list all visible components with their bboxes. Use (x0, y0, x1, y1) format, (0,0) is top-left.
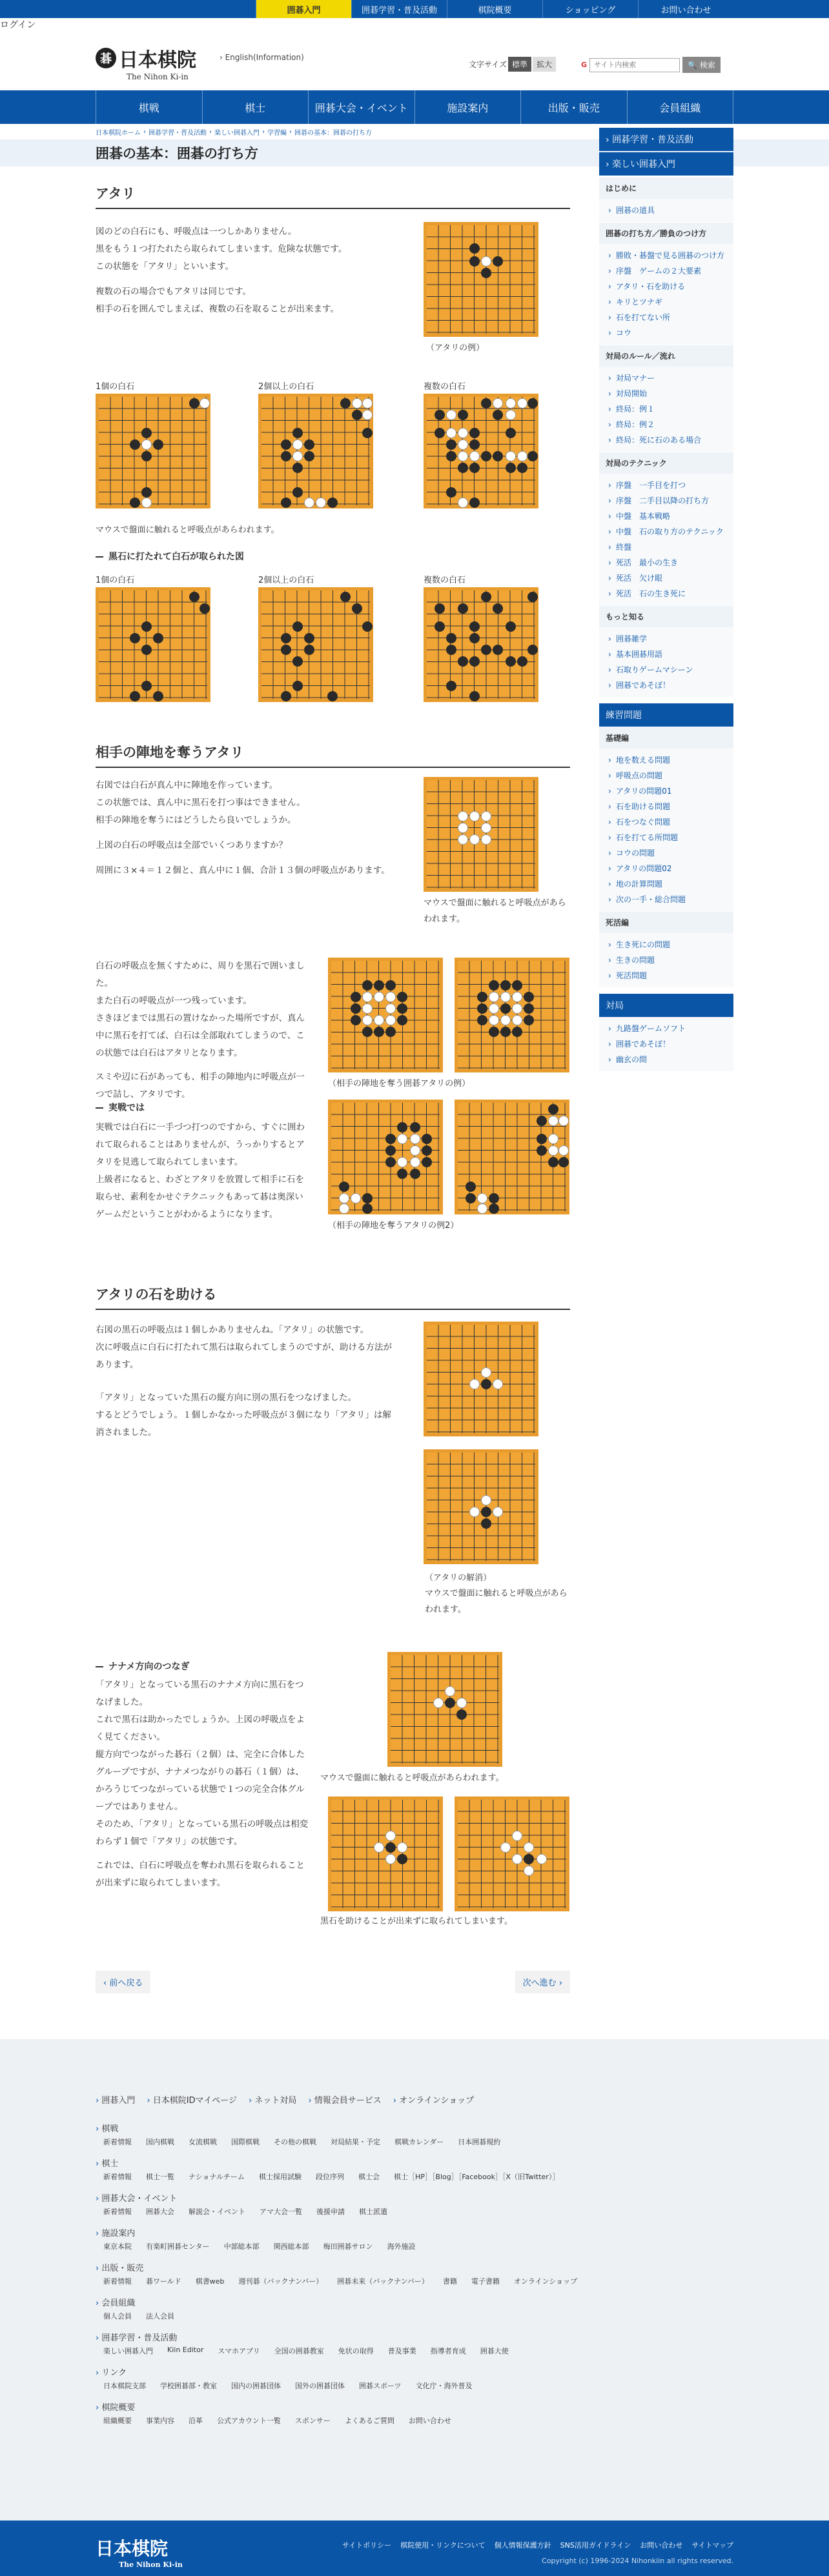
go-board-territory-ex1b[interactable] (455, 958, 569, 1072)
sidebar-link[interactable]: › 石を打てる所問題 (599, 830, 733, 845)
footer-section (96, 2296, 728, 2321)
territory-text: 上級者になると、わざとアタリを放置して相手に石を取らせ、素利をかせぐテクニックもあって碁は奥深いゲームだということがわかるようになります。 (96, 1174, 305, 1220)
footer-link[interactable]: 個人会員 (103, 2312, 132, 2320)
sidebar-link[interactable]: › 囲碁の道具 (599, 203, 733, 218)
footer-section-heading[interactable]: › 施設案内 (96, 2226, 728, 2239)
breadcrumb-sep: › (262, 128, 265, 136)
sidebar-link[interactable]: › 対局開始 (599, 386, 733, 401)
footer-link[interactable]: 梅田囲碁サロン (323, 2242, 373, 2251)
footer-link[interactable]: 後援申請 (316, 2208, 345, 2216)
caption: 複数の白石 (424, 382, 466, 392)
territory-text: 相手の陣地を奪うにはどうしたら良いでしょうか。 (96, 815, 296, 825)
footer-link[interactable]: 有楽町囲碁センター (146, 2242, 210, 2251)
sidebar-top-intro[interactable]: › 楽しい囲碁入門 (599, 152, 733, 176)
footer-bottom-link[interactable]: 個人情報保護方針 (494, 2541, 551, 2550)
logo-mark-icon: 碁 (96, 48, 116, 68)
footer-link[interactable]: 組織概要 (103, 2417, 132, 2425)
sidebar-section: 対局のテクニック (599, 452, 733, 474)
footer-link[interactable]: 囲碁大使 (480, 2347, 509, 2355)
breadcrumb-study[interactable]: 学習編 (267, 129, 287, 137)
sidebar-link[interactable]: › 囲碁であそぼ！ (599, 1036, 733, 1052)
google-icon: G (581, 61, 588, 69)
footer-section-heading[interactable]: › 会員組織 (96, 2296, 728, 2308)
footer-section (96, 2400, 728, 2426)
footer-bottom-link[interactable]: SNS活用ガイドライン (560, 2541, 631, 2550)
footer-section (96, 2191, 728, 2217)
footer-link[interactable]: 国際棋戦 (231, 2138, 260, 2146)
footer-link[interactable]: 事業内容 (146, 2417, 174, 2425)
sidebar-section: 基礎編 (599, 727, 733, 749)
help-text: するとどうでしょう。１個しかなかった呼吸点が３個になり「アタリ」は解消されました。 (96, 1410, 392, 1438)
footer-link[interactable]: 対局結果・予定 (331, 2138, 380, 2146)
pager (96, 1971, 570, 1994)
subheading: 実戦では (96, 1101, 145, 1114)
go-board-diagonal[interactable] (387, 1652, 502, 1767)
footer-section (96, 2122, 728, 2147)
subheading: ナナメ方向のつなぎ (96, 1660, 189, 1673)
footer-link[interactable]: 解説会・イベント (189, 2208, 245, 2216)
topbar-about[interactable]: 棋院概要 (447, 0, 542, 18)
sidebar-link[interactable]: › 生き死にの問題 (599, 937, 733, 952)
hover-note: マウスで盤面に触れると呼吸点があらわれます。 (96, 525, 280, 535)
search-input[interactable] (589, 58, 680, 72)
footer-section (96, 2261, 728, 2286)
footer-top-link[interactable]: › 日本棋院IDマイページ (147, 2093, 237, 2106)
go-board-atari-example[interactable] (424, 222, 538, 337)
footer-link[interactable]: 東京本院 (103, 2242, 132, 2251)
sidebar-link[interactable]: › 終盤 (599, 539, 733, 555)
footer-link[interactable]: 文化庁・海外普及 (415, 2382, 473, 2390)
gnav-facilities[interactable]: 施設案内 (414, 90, 521, 124)
footer-link[interactable]: 新着情報 (103, 2173, 132, 2181)
atari-text: 相手の石を囲んでしまえば、複数の石を取ることが出来ます。 (96, 304, 339, 314)
go-board-captured-multi[interactable] (424, 587, 538, 702)
footer-link[interactable]: 新着情報 (103, 2277, 132, 2286)
atari-text: この状態を「アタリ」といいます。 (96, 261, 234, 272)
footer-section-heading[interactable]: › 棋院概要 (96, 2400, 728, 2413)
footer-bottom-link[interactable]: 棋院使用・リンクについて (400, 2541, 486, 2550)
sidebar-link[interactable]: › 勝敗・碁盤で見る囲碁のつけ方 (599, 248, 733, 263)
section-heading-help: アタリの石を助ける (96, 1284, 570, 1310)
go-board-help-solved[interactable] (424, 1449, 538, 1564)
breadcrumb-learning[interactable]: 囲碁学習・普及活動 (148, 129, 207, 137)
sidebar-link[interactable]: › 序盤 一手目を打つ (599, 478, 733, 493)
logo-subtext: The Nihon Ki-in (127, 72, 189, 81)
help-text: 右図の黒石の呼吸点は１個しかありませんね。「アタリ」の状態です。 (96, 1325, 369, 1335)
sidebar-link[interactable]: › 地の計算問題 (599, 876, 733, 892)
go-board-single[interactable] (96, 394, 210, 508)
footer-section (96, 2331, 728, 2356)
logo-text: 日本棋院 (119, 49, 196, 72)
sidebar-link[interactable]: › 序盤 ゲームの２大要素 (599, 263, 733, 279)
sidebar-practice-header[interactable]: 練習問題 (599, 703, 733, 727)
footer-link[interactable]: 海外施設 (387, 2242, 416, 2251)
footer-link[interactable]: 普及事業 (387, 2347, 416, 2355)
footer-link[interactable]: 棋書web (195, 2277, 225, 2286)
footer-section-heading[interactable]: › 囲碁学習・普及活動 (96, 2331, 728, 2343)
sidebar-link[interactable]: › 中盤 基本戦略 (599, 508, 733, 524)
footer-top-link[interactable]: › オンラインショップ (393, 2093, 474, 2106)
caption: 1個の白石 (96, 576, 135, 585)
go-board-territory-ex2b[interactable] (455, 1100, 569, 1214)
caption: 複数の白石 (424, 576, 466, 585)
caption: 2個以上の白石 (258, 576, 314, 585)
topbar-intro[interactable]: 囲碁入門 (256, 0, 351, 18)
atari-text: 図のどの白石にも、呼吸点は一つしかありません。 (96, 226, 297, 237)
territory-text: 右図では白石が真ん中に陣地を作っています。 (96, 780, 278, 790)
english-link[interactable]: › English(Information) (220, 53, 304, 62)
prev-button[interactable]: ‹ 前へ戻る (96, 1971, 150, 1993)
hover-note: マウスで盤面に触れると呼吸点があらわれます。 (425, 1589, 568, 1615)
sidebar-link[interactable]: › 次の一手・総合問題 (599, 892, 733, 907)
footer-link[interactable]: 棋士［HP］［Blog］［Facebook］［X（旧Twitter）］ (394, 2173, 560, 2181)
footer-link[interactable]: 学校囲碁部・教室 (160, 2382, 217, 2390)
footer-link[interactable]: 囲碁大会 (146, 2208, 174, 2216)
go-board-two[interactable] (258, 394, 373, 508)
footer-link[interactable]: 新着情報 (103, 2138, 132, 2146)
sidebar-link[interactable]: › 対局マナー (599, 370, 733, 386)
footer-link[interactable]: その他の棋戦 (274, 2138, 316, 2146)
sidebar-link[interactable]: › 序盤 二手目以降の打ち方 (599, 493, 733, 508)
hover-note: マウスで盤面に触れると呼吸点があらわれます。 (424, 898, 566, 924)
footer-bottom (0, 2521, 829, 2576)
footer-link[interactable]: 新着情報 (103, 2208, 132, 2216)
breadcrumb-sep: › (289, 128, 292, 136)
sidebar-link[interactable]: › 基本囲碁用語 (599, 647, 733, 662)
footer (0, 2039, 829, 2521)
footer-section-heading[interactable]: › 棋戦 (96, 2122, 728, 2134)
caption: （アタリの解消） (425, 1573, 492, 1583)
global-nav (0, 90, 829, 124)
go-board-help-atari[interactable] (424, 1322, 538, 1436)
help-text: これでは、白石に呼吸点を奪われ黒石を取られることが出来ずに取られてしまいます。 (96, 1860, 305, 1888)
footer-link[interactable]: 指導者育成 (430, 2347, 466, 2355)
footer-bottom-link[interactable]: お問い合わせ (640, 2541, 683, 2550)
breadcrumb-intro[interactable]: 楽しい囲碁入門 (214, 129, 260, 137)
atari-text: 黒をもう１つ打たれたら取られてしまいます。危険な状態です。 (96, 244, 347, 254)
footer-section-heading[interactable]: › リンク (96, 2366, 728, 2378)
footer-section-heading[interactable]: › 囲碁大会・イベント (96, 2191, 728, 2204)
footer-link[interactable]: 棋士派遣 (359, 2208, 387, 2216)
help-text: そのため、「アタリ」となっている黒石の呼吸点は相変わらず１個で「アタリ」の状態です。 (96, 1819, 309, 1847)
sidebar-link[interactable]: › 呼吸点の問題 (599, 768, 733, 783)
sidebar-top-learning[interactable]: › 囲碁学習・普及活動 (599, 128, 733, 151)
sidebar-link[interactable]: › 終局：例２ (599, 417, 733, 432)
sidebar-link[interactable]: › 生きの問題 (599, 952, 733, 968)
footer-link[interactable]: 免状の取得 (338, 2347, 374, 2355)
go-board-territory-ex1a[interactable] (328, 958, 443, 1072)
sidebar-link[interactable]: › 囲碁雑学 (599, 631, 733, 647)
atari-text: 複数の石の場合でもアタリは同じです。 (96, 287, 251, 297)
footer-bottom-links (342, 2540, 733, 2550)
help-text: 縦方向でつながった碁石（２個）は、完全に合体したグループですが、ナナメつながりの碁石（１個）は、かろうじてつながっている状態で１つの完全合体グループではありません。 (96, 1749, 305, 1812)
territory-text: スミや辺に石があっても、相手の陣地内に呼吸点が一つで詰し、アタリです。 (96, 1072, 305, 1100)
sidebar-link[interactable]: › コウの問題 (599, 845, 733, 861)
footer-link[interactable]: 関西総本部 (273, 2242, 309, 2251)
gnav-membership[interactable]: 会員組織 (627, 90, 734, 124)
caption: 1個の白石 (96, 382, 135, 392)
sidebar-section: もっと知る (599, 605, 733, 627)
footer-link[interactable]: 日本棋院支部 (103, 2382, 146, 2390)
sidebar-link[interactable]: › 中盤 石の取り方のテクニック (599, 524, 733, 539)
caption: （相手の陣地を奪う囲碁アタリの例） (328, 1079, 471, 1089)
sidebar-link[interactable]: › 死活 最小の生き (599, 555, 733, 570)
sidebar-link[interactable]: › 終局：例１ (599, 401, 733, 417)
sidebar-link[interactable]: › 石を助ける問題 (599, 799, 733, 814)
sidebar-link[interactable]: › アタリの問題01 (599, 783, 733, 799)
footer-link[interactable]: 棋戦カレンダー (394, 2138, 444, 2146)
go-board-diagonal-a[interactable] (328, 1796, 443, 1911)
territory-text: 周囲に３×４＝１２個と、真ん中に１個、合計１３個の呼吸点があります。 (96, 865, 390, 876)
footer-link[interactable]: 電子書籍 (471, 2277, 500, 2286)
header (0, 31, 829, 90)
subheading: 黒石に打たれて白石が取られた図 (96, 550, 244, 563)
sidebar-link[interactable]: › キリとツナギ (599, 294, 733, 310)
sidebar-link[interactable]: › 地を数える問題 (599, 752, 733, 768)
sidebar-link[interactable]: › 石をつなぐ問題 (599, 814, 733, 830)
footer-link[interactable]: 碁ワールド (146, 2277, 181, 2286)
sidebar-link[interactable]: › 幽玄の間 (599, 1052, 733, 1067)
font-size-switch (469, 57, 556, 72)
footer-bottom-link[interactable]: サイトポリシー (342, 2541, 392, 2550)
breadcrumb-current: 囲碁の基本：囲碁の打ち方 (294, 129, 372, 137)
topbar-learning[interactable]: 囲碁学習・普及活動 (351, 0, 447, 18)
footer-link[interactable]: 全国の囲碁教室 (274, 2347, 324, 2355)
gnav-kishi[interactable]: 棋士 (202, 90, 309, 124)
footer-link[interactable]: 段位序列 (316, 2173, 345, 2181)
footer-top-link[interactable]: › 情報会員サービス (308, 2093, 381, 2106)
footer-link[interactable]: 国外の囲碁団体 (295, 2382, 345, 2390)
sidebar-link[interactable]: › 死活 欠け眼 (599, 570, 733, 586)
page-title: 囲碁の基本：囲碁の打ち方 (0, 139, 829, 166)
font-large-button[interactable]: 拡大 (533, 57, 556, 72)
hover-note: マウスで盤面に触れると呼吸点があらわれます。 (320, 1773, 504, 1783)
territory-text: さきほどまでは黒石の置けなかった場所ですが、真ん中に黒石を打てば、白石は全部取れてしまうので、この状態では白石はアタリとなります。 (96, 1013, 305, 1058)
sidebar-link[interactable]: › 死活問題 (599, 968, 733, 983)
footer-top-links (96, 2093, 474, 2106)
next-button[interactable]: 次へ進む › (515, 1971, 570, 1993)
territory-text: この状態では、真ん中に黒石を打つ事はできません。 (96, 798, 305, 808)
site-search (581, 57, 721, 73)
sidebar-link[interactable]: › アタリの問題02 (599, 861, 733, 876)
gnav-kisen[interactable]: 棋戦 (96, 90, 202, 124)
topbar-contact[interactable]: お問い合わせ (638, 0, 733, 18)
sidebar-link[interactable]: › アタリ・石を助ける (599, 279, 733, 294)
footer-link[interactable]: 囲碁スポーツ (359, 2382, 402, 2390)
help-text: 「アタリ」となっている黒石のナナメ方向に黒石をつなげました。 (96, 1680, 304, 1707)
breadcrumb-home[interactable]: 日本棋院ホーム (96, 129, 141, 137)
sidebar-section: 対局のルール／流れ (599, 345, 733, 367)
go-board-multi[interactable] (424, 394, 538, 508)
territory-text: 白石の呼吸点を無くすために、周りを黒石で囲いました。 (96, 961, 305, 989)
go-board-captured-two[interactable] (258, 587, 373, 702)
sidebar-link[interactable]: › 終局：死に石のある場合 (599, 432, 733, 448)
top-bar (0, 0, 829, 18)
sidebar-link[interactable]: › 囲碁であそぼ！ (599, 678, 733, 693)
go-board-diagonal-b[interactable] (455, 1796, 569, 1911)
footer-link[interactable]: 棋士一覧 (146, 2173, 174, 2181)
territory-text: また白石の呼吸点が一つ残っています。 (96, 996, 252, 1006)
footer-link[interactable]: オンラインショップ (513, 2277, 578, 2286)
go-board-captured-single[interactable] (96, 587, 210, 702)
help-text: 「アタリ」となっていた黒石の縦方向に別の黒石をつなげました。 (96, 1393, 357, 1403)
footer-top-link[interactable]: › 囲碁入門 (96, 2093, 135, 2106)
font-size-label: 文字サイズ (469, 60, 507, 69)
sidebar (599, 128, 733, 1071)
sidebar-taikyoku-header[interactable]: 対局 (599, 994, 733, 1017)
footer-link[interactable]: 法人会員 (146, 2312, 174, 2320)
sidebar-link[interactable]: › 石を打てない所 (599, 310, 733, 325)
footer-logo[interactable]: 日本棋院 The Nihon Ki-in (96, 2538, 183, 2569)
footer-section (96, 2226, 728, 2251)
go-board-territory[interactable] (424, 777, 538, 892)
footer-bottom-link[interactable]: サイトマップ (691, 2541, 733, 2550)
copyright: Copyright (c) 1996-2024 Nihonkiin all rights reserved. (542, 2557, 733, 2565)
footer-section (96, 2366, 728, 2391)
footer-section-heading[interactable]: › 出版・販売 (96, 2261, 728, 2273)
footer-link[interactable]: 週刊碁（バックナンバー） (238, 2277, 323, 2286)
sidebar-link[interactable]: › 死活 石の生き死に (599, 586, 733, 601)
footer-link[interactable]: 棋士採用試験 (259, 2173, 302, 2181)
footer-link[interactable]: Kiin Editor (167, 2346, 204, 2354)
go-board-territory-ex2a[interactable] (328, 1100, 443, 1214)
footer-link[interactable]: アマ大会一覧 (260, 2208, 302, 2216)
footer-link[interactable]: スポンサー (294, 2417, 331, 2425)
footer-link[interactable]: 女流棋戦 (189, 2138, 217, 2146)
footer-link[interactable]: よくあるご質問 (344, 2417, 394, 2425)
footer-link[interactable]: 楽しい囲碁入門 (103, 2347, 153, 2355)
footer-link[interactable]: 棋士会 (358, 2173, 380, 2181)
footer-link[interactable]: 国内棋戦 (146, 2138, 174, 2146)
footer-section-heading[interactable]: › 棋士 (96, 2157, 728, 2169)
caption: （相手の陣地を奪うアタリの例2） (328, 1221, 459, 1231)
sidebar-link[interactable]: › 石取りゲームマシーン (599, 662, 733, 678)
sidebar-section: はじめに (599, 177, 733, 199)
gnav-publishing[interactable]: 出版・販売 (520, 90, 627, 124)
footer-link[interactable]: お問い合わせ (408, 2417, 451, 2425)
footer-link[interactable]: ナショナルチーム (189, 2173, 245, 2181)
sidebar-section: 死活編 (599, 911, 733, 933)
footer-link[interactable]: スマホアプリ (218, 2347, 260, 2355)
footer-link[interactable]: 公式アカウント一覧 (217, 2417, 281, 2425)
section-heading-territory: 相手の陣地を奪うアタリ (96, 742, 570, 768)
caption: 黒石を助けることが出来ずに取られてしまいます。 (320, 1917, 513, 1926)
gnav-events[interactable]: 囲碁大会・イベント (308, 90, 414, 124)
login-button[interactable]: ログイン (0, 20, 36, 30)
footer-link[interactable]: 沿革 (189, 2417, 203, 2425)
footer-link[interactable]: 国内の囲碁団体 (231, 2382, 281, 2390)
topbar-shopping[interactable]: ショッピング (542, 0, 638, 18)
sidebar-link[interactable]: › 九路盤ゲームソフト (599, 1021, 733, 1036)
site-logo[interactable] (96, 44, 196, 81)
caption: 2個以上の白石 (258, 382, 314, 392)
footer-top-link[interactable]: › ネット対局 (249, 2093, 296, 2106)
section-heading-atari: アタリ (96, 183, 570, 209)
breadcrumb-sep: › (143, 128, 146, 136)
territory-text: 実戦では白石に一手づつ打つのですから、すぐに囲われて取られることはありませんが、うっかりするとアタリを見逃して取られてしまいます。 (96, 1122, 305, 1167)
footer-link[interactable]: 日本囲碁規約 (458, 2138, 501, 2146)
footer-link[interactable]: 書籍 (442, 2277, 457, 2286)
footer-section (96, 2157, 728, 2182)
territory-text: 上図の白石の呼吸点は全部でいくつありますか？ (96, 840, 287, 850)
breadcrumb-sep: › (209, 128, 212, 136)
help-text: これで黒石は助かったでしょうか。上図の呼吸点をよく見てください。 (96, 1715, 305, 1742)
help-text: 次に呼吸点に白石に打たれて黒石は取られてしまうのですが、助ける方法があります。 (96, 1342, 392, 1370)
sidebar-link[interactable]: › コウ (599, 325, 733, 341)
search-button[interactable]: 🔍 検索 (682, 57, 721, 73)
footer-link[interactable]: 囲碁未来（バックナンバー） (337, 2277, 429, 2286)
font-normal-button[interactable]: 標準 (508, 57, 531, 72)
sidebar-section: 囲碁の打ち方／勝負のつけ方 (599, 222, 733, 244)
caption: （アタリの例） (426, 343, 485, 353)
footer-link[interactable]: 中部総本部 (223, 2242, 260, 2251)
